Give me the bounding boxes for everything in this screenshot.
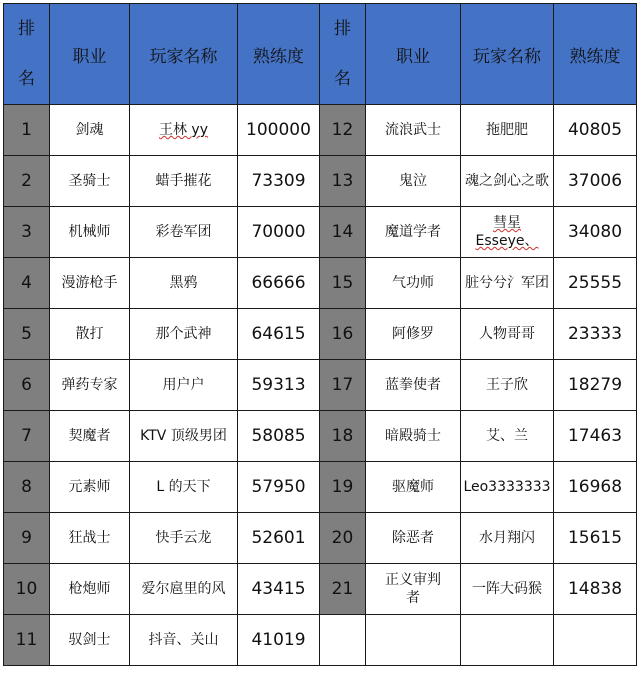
job-cell: 除恶者 [366, 513, 461, 564]
job-cell: 圣骑士 [50, 156, 130, 207]
job-cell: 暗殿骑士 [366, 411, 461, 462]
player-cell: Leo3333333 [461, 462, 554, 513]
skill-cell: 14838 [554, 564, 637, 615]
rank-header-right: 排 名 [320, 4, 366, 105]
player-cell: 蜡手摧花 [130, 156, 238, 207]
player-cell: 王林 yy [130, 105, 238, 156]
skill-cell: 23333 [554, 309, 637, 360]
rank-cell: 10 [4, 564, 50, 615]
rank-cell: 15 [320, 258, 366, 309]
skill-cell: 58085 [238, 411, 320, 462]
job-cell: 鬼泣 [366, 156, 461, 207]
player-cell: 人物哥哥 [461, 309, 554, 360]
empty-cell [320, 615, 366, 666]
player-header-right: 玩家名称 [461, 4, 554, 105]
header-row [4, 4, 637, 105]
table-row [4, 360, 637, 411]
player-cell: 艾、兰 [461, 411, 554, 462]
rank-cell: 18 [320, 411, 366, 462]
job-cell: 契魔者 [50, 411, 130, 462]
job-cell: 驱魔师 [366, 462, 461, 513]
job-cell: 枪炮师 [50, 564, 130, 615]
ranking-table [3, 3, 637, 666]
player-cell: 用户户 [130, 360, 238, 411]
job-cell: 正义审判 者 [366, 564, 461, 615]
empty-cell [554, 615, 637, 666]
job-header-left: 职业 [50, 4, 130, 105]
job-cell: 剑魂 [50, 105, 130, 156]
rank-cell: 11 [4, 615, 50, 666]
skill-cell: 37006 [554, 156, 637, 207]
rank-cell: 3 [4, 207, 50, 258]
table-row [4, 564, 637, 615]
job-cell: 漫游枪手 [50, 258, 130, 309]
rank-header-left: 排 名 [4, 4, 50, 105]
rank-cell: 2 [4, 156, 50, 207]
player-cell: 彩卷军团 [130, 207, 238, 258]
skill-cell: 70000 [238, 207, 320, 258]
skill-cell: 25555 [554, 258, 637, 309]
player-header-left: 玩家名称 [130, 4, 238, 105]
job-cell: 元素师 [50, 462, 130, 513]
skill-cell: 15615 [554, 513, 637, 564]
job-cell: 弹药专家 [50, 360, 130, 411]
player-cell: 一阵大码猴 [461, 564, 554, 615]
rank-cell: 16 [320, 309, 366, 360]
table-row [4, 207, 637, 258]
job-cell: 机械师 [50, 207, 130, 258]
rank-cell: 6 [4, 360, 50, 411]
job-cell: 散打 [50, 309, 130, 360]
job-cell: 流浪武士 [366, 105, 461, 156]
table-row [4, 411, 637, 462]
rank-cell: 7 [4, 411, 50, 462]
skill-cell: 59313 [238, 360, 320, 411]
empty-cell [461, 615, 554, 666]
player-cell: 快手云龙 [130, 513, 238, 564]
player-cell: 黑鸦 [130, 258, 238, 309]
skill-cell: 66666 [238, 258, 320, 309]
rank-cell: 5 [4, 309, 50, 360]
skill-cell: 16968 [554, 462, 637, 513]
table-row [4, 615, 637, 666]
job-cell: 魔道学者 [366, 207, 461, 258]
skill-cell: 57950 [238, 462, 320, 513]
player-cell: 拖肥肥 [461, 105, 554, 156]
player-cell: 抖音、关山 [130, 615, 238, 666]
rank-cell: 13 [320, 156, 366, 207]
table-row [4, 105, 637, 156]
skill-cell: 40805 [554, 105, 637, 156]
player-cell: 彗星 Esseye、 [461, 207, 554, 258]
job-cell: 阿修罗 [366, 309, 461, 360]
rank-cell: 21 [320, 564, 366, 615]
player-cell: 王子欣 [461, 360, 554, 411]
skill-cell: 100000 [238, 105, 320, 156]
job-cell: 气功师 [366, 258, 461, 309]
empty-cell [366, 615, 461, 666]
table-row [4, 156, 637, 207]
job-cell: 狂战士 [50, 513, 130, 564]
rank-cell: 19 [320, 462, 366, 513]
skill-cell: 17463 [554, 411, 637, 462]
player-cell: 那个武神 [130, 309, 238, 360]
rank-cell: 1 [4, 105, 50, 156]
table-row [4, 309, 637, 360]
rank-cell: 14 [320, 207, 366, 258]
job-header-right: 职业 [366, 4, 461, 105]
rank-cell: 8 [4, 462, 50, 513]
player-cell: 水月翔闪 [461, 513, 554, 564]
skill-cell: 73309 [238, 156, 320, 207]
job-cell: 蓝拳使者 [366, 360, 461, 411]
skill-header-left: 熟练度 [238, 4, 320, 105]
rank-cell: 20 [320, 513, 366, 564]
table-row [4, 513, 637, 564]
player-cell: 脏兮兮氵军团 [461, 258, 554, 309]
job-cell: 驭剑士 [50, 615, 130, 666]
rank-cell: 17 [320, 360, 366, 411]
skill-cell: 43415 [238, 564, 320, 615]
rank-cell: 9 [4, 513, 50, 564]
player-cell: 爱尔扈里的风 [130, 564, 238, 615]
skill-cell: 64615 [238, 309, 320, 360]
skill-cell: 34080 [554, 207, 637, 258]
rank-cell: 4 [4, 258, 50, 309]
player-cell: KTV 顶级男团 [130, 411, 238, 462]
table-row [4, 462, 637, 513]
skill-cell: 41019 [238, 615, 320, 666]
rank-cell: 12 [320, 105, 366, 156]
skill-cell: 52601 [238, 513, 320, 564]
table-body [4, 105, 637, 666]
table-header [4, 4, 637, 105]
player-cell: 魂之剑心之歌 [461, 156, 554, 207]
skill-cell: 18279 [554, 360, 637, 411]
table-row [4, 258, 637, 309]
player-cell: L 的天下 [130, 462, 238, 513]
skill-header-right: 熟练度 [554, 4, 637, 105]
